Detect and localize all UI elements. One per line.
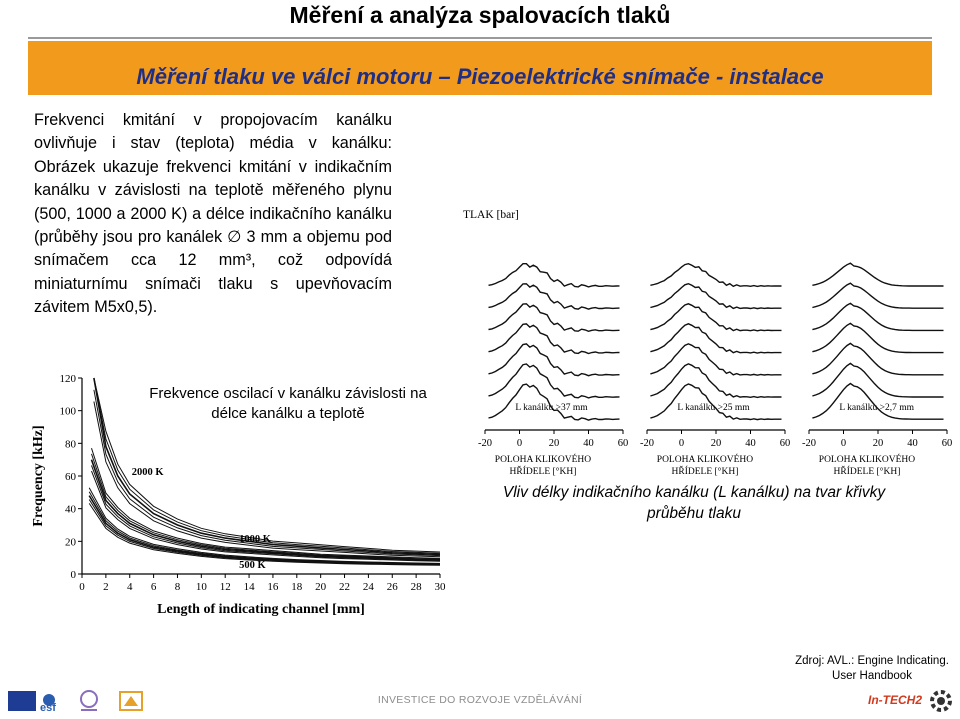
y-tick-label: 100 xyxy=(59,405,76,418)
panel-x-tick-label: 0 xyxy=(678,438,685,449)
pressure-curve xyxy=(650,284,781,309)
panel-x-tick-label: 0 xyxy=(840,438,847,449)
series-line xyxy=(92,465,441,560)
panel-x-axis-title-2: HŘÍDELE [°KH] xyxy=(833,467,901,476)
panel-channel-label: L kanálku >37 mm xyxy=(515,403,588,413)
x-tick-label: 12 xyxy=(219,581,231,593)
source-line-1: Zdroj: AVL.: Engine Indicating. xyxy=(795,655,949,667)
pressure-panel xyxy=(802,263,952,476)
opvk-logo xyxy=(118,688,144,714)
gear-logo xyxy=(928,688,954,714)
x-tick-label: 26 xyxy=(386,581,398,593)
panel-x-tick-label: 40 xyxy=(907,438,918,449)
x-tick-label: 18 xyxy=(291,581,303,593)
pressure-panel xyxy=(478,264,628,476)
pressure-curve xyxy=(489,364,620,398)
series-label: 1000 K xyxy=(239,534,271,546)
investice-footer: INVESTICE DO ROZVOJE VZDĚLÁVÁNÍ xyxy=(377,694,583,706)
panel-x-tick-label: 20 xyxy=(710,438,722,449)
x-tick-label: 0 xyxy=(79,581,85,593)
x-tick-label: 30 xyxy=(434,581,446,593)
panel-x-tick-label: 0 xyxy=(516,438,523,449)
pressure-chart-caption: Vliv délky indikačního kanálku (L kanálku) na tvar křivky průběhu tlaku xyxy=(502,484,886,522)
pressure-curve xyxy=(812,343,943,374)
pressure-curve xyxy=(812,363,943,397)
panel-x-tick-label: -20 xyxy=(640,438,654,449)
pressure-curve xyxy=(812,303,943,330)
pressure-curve xyxy=(650,344,781,375)
eu-flag-logo xyxy=(8,691,36,711)
pressure-panel xyxy=(640,264,790,476)
pressure-chart-panels xyxy=(478,263,952,476)
description-text: Frekvenci kmitání v propojovacím kanálku ovlivňuje i stav (teplota) média v kanálku: Obrázek ukazuje frekvenci kmitání v indikačním kanálku v závislosti na teplotě měřeného plynu (500, 1000 a 2000 K) a délce indikačního kanálku (průběhy jsou pro kanálek ∅ 3 mm a objemu pod snímačem cca 12 mm³, což odpovídá miniaturnímu snímači tlaku s upevňovacím závitem M5x0,5). xyxy=(34,111,392,317)
pressure-curves-chart xyxy=(455,198,955,476)
pressure-curve xyxy=(489,284,620,309)
banner-title: Měření tlaku ve válci motoru – Piezoelektrické snímače - instalace xyxy=(136,64,824,89)
panel-x-axis-title-1: POLOHA KLIKOVÉHO xyxy=(494,455,592,465)
pressure-curve xyxy=(489,344,620,376)
pressure-curve xyxy=(812,323,943,352)
panel-x-axis-title-1: POLOHA KLIKOVÉHO xyxy=(818,455,916,465)
pressure-curve xyxy=(812,384,943,420)
y-tick-label: 40 xyxy=(65,503,76,516)
pressure-curve xyxy=(650,264,781,287)
panel-x-tick-label: 60 xyxy=(941,438,953,449)
msmt-logo xyxy=(74,688,104,714)
y-tick-label: 60 xyxy=(65,471,76,483)
panel-x-tick-label: 60 xyxy=(617,438,629,449)
x-tick-label: 10 xyxy=(195,581,207,593)
x-tick-label: 4 xyxy=(126,581,133,593)
source-note xyxy=(784,654,960,684)
pressure-curve xyxy=(812,263,943,286)
pressure-curve xyxy=(489,324,620,354)
x-tick-label: 28 xyxy=(410,581,422,593)
panel-x-tick-label: 20 xyxy=(872,438,884,449)
x-tick-label: 22 xyxy=(339,581,351,593)
series-label: 500 K xyxy=(239,560,266,572)
panel-x-tick-label: 40 xyxy=(583,438,594,449)
x-tick-label: 16 xyxy=(267,581,279,593)
pressure-curve xyxy=(650,364,781,398)
x-tick-label: 20 xyxy=(315,581,327,593)
panel-channel-label: L kanálku >25 mm xyxy=(677,403,750,413)
intech-logo: In-TECH2 xyxy=(868,693,922,707)
panel-x-tick-label: -20 xyxy=(802,438,816,449)
y-tick-label: 120 xyxy=(59,373,76,385)
pressure-chart-title: TLAK [bar] xyxy=(463,209,519,221)
panel-x-axis-title-1: POLOHA KLIKOVÉHO xyxy=(656,455,754,465)
y-tick-label: 0 xyxy=(70,569,76,581)
esf-logo-text: esf xyxy=(40,702,56,714)
pressure-curve xyxy=(650,324,781,353)
panel-channel-label: L kanálku >2,7 mm xyxy=(839,403,915,413)
x-tick-label: 24 xyxy=(362,581,374,593)
x-tick-label: 2 xyxy=(103,581,109,593)
x-tick-label: 14 xyxy=(243,581,255,593)
panel-x-tick-label: 40 xyxy=(745,438,756,449)
panel-x-axis-title-2: HŘÍDELE [°KH] xyxy=(509,467,577,476)
y-tick-label: 80 xyxy=(65,438,76,451)
pressure-curve xyxy=(812,283,943,308)
pressure-curve xyxy=(489,264,620,287)
panel-x-tick-label: 60 xyxy=(779,438,791,449)
y-axis-title: Frequency [kHz] xyxy=(31,425,46,527)
title-divider xyxy=(28,37,932,39)
x-tick-label: 8 xyxy=(174,581,181,593)
panel-x-tick-label: 20 xyxy=(548,438,560,449)
source-line-2: User Handbook xyxy=(832,670,912,682)
x-axis-title: Length of indicating channel [mm] xyxy=(157,602,365,617)
frequency-chart-caption: Frekvence oscilací v kanálku závislosti na délce kanálku a teplotě xyxy=(140,384,436,424)
series-label: 2000 K xyxy=(131,467,164,479)
x-tick-label: 6 xyxy=(150,581,157,593)
panel-x-tick-label: -20 xyxy=(478,438,492,449)
pressure-curve xyxy=(650,384,781,420)
page-title: Měření a analýza spalovacích tlaků xyxy=(289,2,671,28)
panel-x-axis-title-2: HŘÍDELE [°KH] xyxy=(671,467,739,476)
y-tick-label: 20 xyxy=(65,536,76,549)
